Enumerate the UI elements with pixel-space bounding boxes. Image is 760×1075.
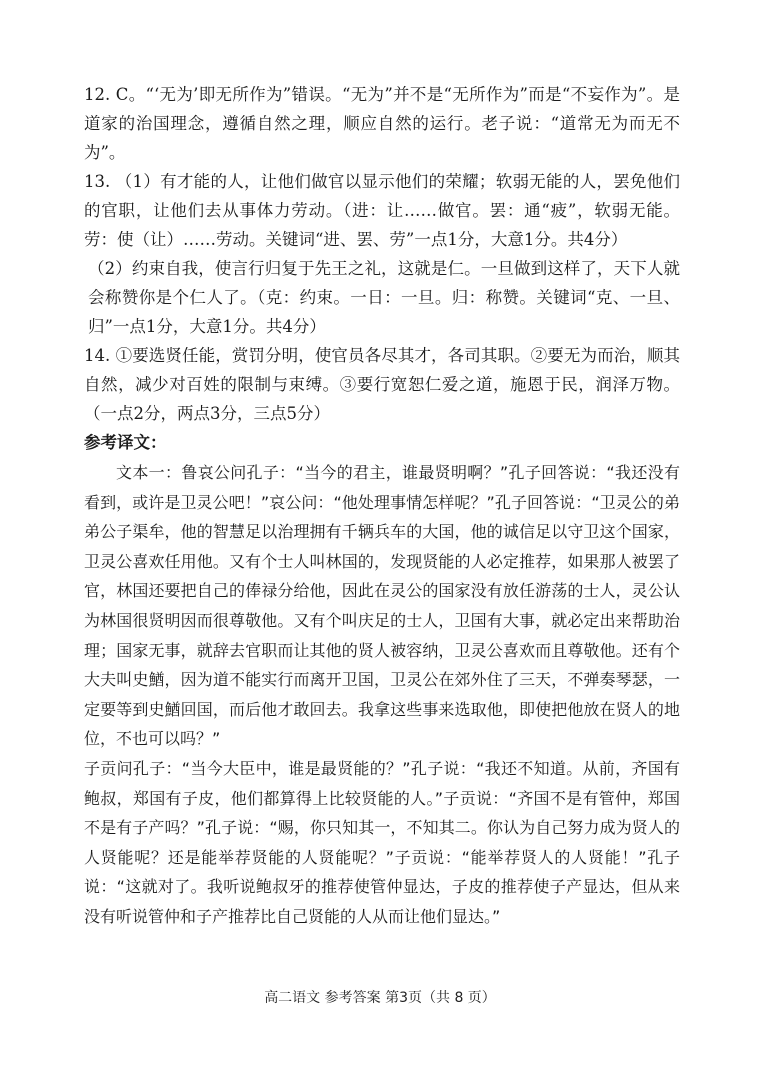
translation-paragraph: 子贡问孔子：“当今大臣中，谁是最贤能的？”孔子说：“我还不知道。从前，齐国有鲍叔，郑国有子皮，他们都算得上比较贤能的人。”子贡说：“齐国不是有管仲，郑国不是有子产吗？”孔子说：“赐，你只知其一，不知其二。你认为自己努力成为贤人的人贤能呢？还是能举荐贤能的人贤能呢？”子贡说：“能举荐贤人的人贤能！”孔子说：“这就对了。我听说鲍叔牙的推荐使管仲显达，子皮的推荐使子产显达，但从来没有听说管仲和子产推荐比自己贤能的人从而让他们显达。”	[84, 758, 680, 926]
answer-12: 12. C。“‘无为’即无所作为”错误。“无为”并不是“无所作为”而是“不妄作为”。是道家的治国理念，遵循自然之理，顺应自然的运行。老子说：“道常无为而无不为”。	[84, 85, 680, 162]
answer-13-part-1: 13. （1）有才能的人，让他们做官以显示他们的荣耀；软弱无能的人，罢免他们的官职，让他们去从事体力劳动。（进：让……做官。罢：通“疲”，软弱无能。劳：使（让）……劳动。关键词“进、罢、劳”一点1分，大意1分。共4分）	[84, 172, 680, 249]
answer-14: 14. ①要选贤任能，赏罚分明，使官员各尽其才，各司其职。②要无为而治，顺其自然，减少对百姓的限制与束缚。③要行宽恕仁爱之道，施恩于民，润泽万物。（一点2分，两点3分，三点5分）	[84, 346, 680, 423]
translation-heading: 参考译文：	[84, 433, 167, 452]
answer-13-part-2: （2）约束自我，使言行归复于先王之礼，这就是仁。一旦做到这样了，天下人就会称赞你是个仁人了。（克：约束。一日：一旦。归：称赞。关键词“克、一旦、归”一点1分，大意1分。共4分）	[88, 259, 680, 336]
translation-paragraph: 文本一：鲁哀公问孔子：“当今的君主，谁最贤明啊？”孔子回答说：“我还没有看到，或许是卫灵公吧！”哀公问：“他处理事情怎样呢？”孔子回答说：“卫灵公的弟弟公子渠牟，他的智慧足以治理拥有千辆兵车的大国，他的诚信足以守卫这个国家，卫灵公喜欢任用他。又有个士人叫林国的，发现贤能的人必定推荐，如果那人被罢了官，林国还要把自己的俸禄分给他，因此在灵公的国家没有放任游荡的士人，灵公认为林国很贤明因而很尊敬他。又有个叫庆足的士人，卫国有大事，就必定出来帮助治理；国家无事，就辞去官职而让其他的贤人被容纳，卫灵公喜欢而且尊敬他。还有个大夫叫史鰌，因为道不能实行而离开卫国，卫灵公在郊外住了三天，不弹奏琴瑟，一定要等到史鰌回国，而后他才敢回去。我拿这些事来选取他，即使把他放在贤人的地位，不也可以吗？”	[84, 463, 680, 749]
answer-content	[84, 80, 680, 932]
page-footer: 高二语文 参考答案 第3页（共 8 页）	[264, 990, 496, 1006]
